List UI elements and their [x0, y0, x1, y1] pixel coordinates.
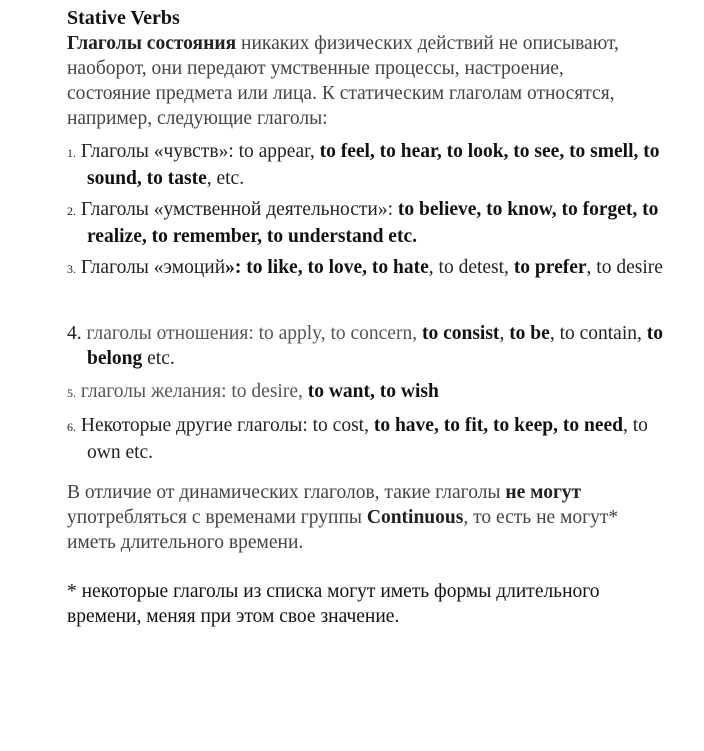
intro-paragraph — [67, 31, 647, 131]
intro-text: никаких физических действий не описывают, наоборот, они передают умственные процессы, настроение, состояние предмета или лица. К статическим глаголам относятся, например, следующие глаголы: — [67, 33, 619, 129]
list-number: 1. — [67, 146, 76, 160]
list-bold: to have, to fit, to keep, to need — [373, 415, 623, 436]
list-bold: »: to like, to love, to hate — [225, 257, 429, 278]
list-tail: etc. — [142, 348, 175, 369]
list-tail: , to desire — [586, 257, 663, 278]
list-label: глаголы отношения: to apply, to concern, — [81, 323, 422, 344]
list-bold-2: to be — [509, 323, 550, 344]
list-bold: to consist — [421, 323, 500, 344]
list-number: 5. — [67, 386, 76, 400]
list-bold-3: to belong — [87, 323, 664, 369]
list-label: Глаголы «чувств»: to appear, — [80, 141, 320, 162]
after-text-3: , то есть не могут* иметь длительного времени. — [67, 507, 619, 553]
list-mid: , to contain, — [549, 323, 647, 344]
list-tail: , to own etc. — [87, 415, 648, 463]
after-text-1: В отличие от динамических глаголов, такие глаголы — [67, 482, 506, 503]
list-item — [67, 139, 667, 191]
list-label: Глаголы «умственной деятельности»: — [80, 199, 398, 220]
list-item — [67, 379, 667, 406]
list-item — [67, 255, 667, 282]
after-bold-1: не могут — [505, 482, 582, 503]
list-number: 3. — [67, 262, 76, 276]
after-text-2: употребляться с временами группы — [67, 507, 367, 528]
intro-lead: Глаголы состояния — [67, 33, 237, 54]
page-title: Stative Verbs — [67, 7, 180, 29]
list-number: 2. — [67, 204, 76, 218]
list-bold: to want, to wish — [307, 381, 439, 402]
list-number: 4. — [67, 323, 82, 344]
footnote: * некоторые глаголы из списка могут иметь формы длительного времени, меняя при этом свое значение. — [67, 581, 600, 627]
list-item — [67, 413, 667, 465]
list-label: Глаголы «эмоций — [80, 257, 226, 278]
list-bold: to feel, to hear, to look, to see, to smell, to sound, to taste — [87, 141, 660, 189]
after-bold-2: Continuous — [366, 507, 464, 528]
list-tail: , etc. — [206, 168, 245, 189]
list-sep: , — [499, 323, 510, 344]
list-bold: to believe, to know, to forget, to realize, to remember, to understand etc. — [87, 199, 659, 247]
list-item — [67, 197, 667, 249]
list-item — [67, 321, 667, 371]
list-mid: , to detest, — [428, 257, 514, 278]
list-number: 6. — [67, 420, 76, 434]
list-label: Некоторые другие глаголы: to cost, — [80, 415, 374, 436]
after-paragraph — [67, 480, 647, 555]
list-bold-2: to prefer — [513, 257, 587, 278]
list-label: глаголы желания: to desire, — [80, 381, 308, 402]
